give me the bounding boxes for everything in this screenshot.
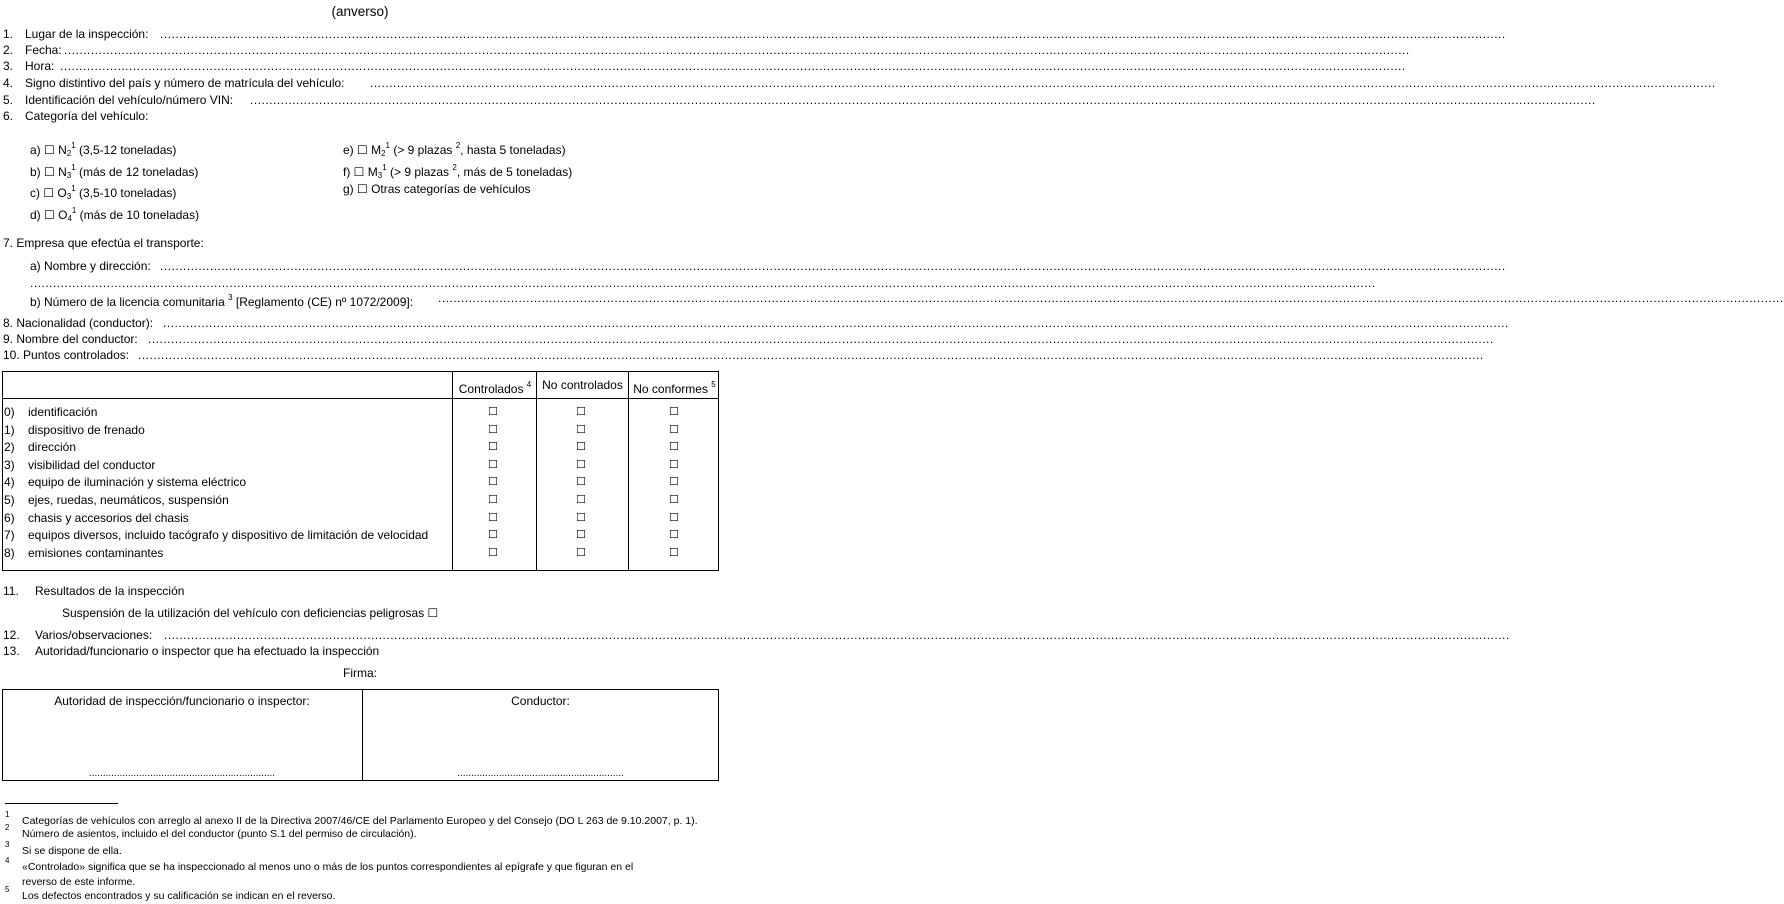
field-number: 4. [3, 76, 14, 90]
category-option-d[interactable]: d) ☐ $O_4^1$ (más de 10 toneladas) [30, 206, 200, 223]
category-option-f[interactable]: f) ☐ $M_3^1$ (> 9 plazas $^2$, más de 5 toneladas) [343, 163, 573, 180]
row-number: 1) [4, 422, 15, 437]
checkbox-controlados[interactable]: ☐ [488, 440, 498, 454]
checkbox-controlados[interactable]: ☐ [488, 545, 498, 559]
checkbox-no-controlados[interactable]: ☐ [576, 545, 586, 559]
row-number: 2) [4, 440, 15, 455]
header-no-conformes: No conformes $^5$ [633, 380, 716, 396]
field-2 [3, 42, 62, 58]
field-number: 3. [3, 59, 14, 73]
category-option-b[interactable]: b) ☐ $N_3^1$ (más de 12 toneladas) [30, 163, 199, 180]
row-number: 0) [4, 405, 15, 419]
row-label: dirección [28, 440, 77, 455]
section-7a-label: a) Nombre y dirección: [30, 259, 151, 273]
category-option-g[interactable]: g) ☐ Otras categorías de vehículos [343, 182, 531, 196]
company-name-fill-line[interactable]: ............................................................................................................................................................................................................................................................................................................................................................... [160, 259, 1506, 273]
row-label: emisiones contaminantes [28, 545, 164, 560]
field-1-fill-line[interactable]: ............................................................................................................................................................................................................................................................................................................................................................... [160, 27, 1506, 41]
table-row [3, 527, 719, 543]
field-label: Fecha: [25, 43, 62, 57]
row-label: ejes, ruedas, neumáticos, suspensión [28, 493, 229, 507]
field-label: Identificación del vehículo/número VIN: [25, 93, 234, 107]
field-label: Categoría del vehículo: [25, 109, 149, 123]
section-12: 12. Varios/observaciones: [3, 628, 153, 642]
checkbox-no-controlados[interactable]: ☐ [576, 493, 586, 506]
licence-number-fill-line[interactable]: ............................................................................................................................................................................................................................................................................................................................................................... [438, 291, 1784, 305]
section-7-title: 7. Empresa que efectúa el transporte: [3, 236, 204, 250]
checked-points-fill-line[interactable]: ............................................................................................................................................................................................................................................................................................................................................................... [138, 348, 1484, 362]
checkbox-no-conformes[interactable]: ☐ [669, 493, 679, 506]
checkbox-no-controlados[interactable]: ☐ [576, 422, 586, 436]
checkbox-no-controlados[interactable]: ☐ [576, 405, 586, 418]
field-5 [3, 92, 234, 108]
checkbox-no-conformes[interactable]: ☐ [669, 440, 679, 454]
field-4 [3, 75, 345, 91]
row-label: dispositivo de frenado [28, 422, 145, 437]
category-option-a[interactable]: a) ☐ $N_2^1$ (3,5-12 toneladas) [30, 141, 177, 158]
footnote-number: 5 [5, 885, 10, 894]
footnote-text: Si se dispone de ella. [22, 845, 122, 857]
row-number: 3) [4, 457, 15, 472]
category-option-c[interactable]: c) ☐ $O_3^1$ (3,5-10 toneladas) [30, 184, 177, 201]
checkbox-no-controlados[interactable]: ☐ [576, 510, 586, 524]
driver-signature-line[interactable]: ............................................................ [457, 768, 624, 779]
field-label: Signo distintivo del país y número de matrícula del vehículo: [25, 76, 345, 90]
row-number: 4) [4, 475, 15, 490]
field-label: Hora: [25, 59, 55, 73]
inspector-signature-line[interactable]: ................................................................... [88, 768, 276, 779]
driver-signature-label: Conductor: [511, 694, 570, 708]
checkbox-no-controlados[interactable]: ☐ [576, 475, 586, 489]
row-number: 8) [4, 545, 15, 560]
row-number: 7) [4, 528, 15, 543]
checkbox-no-conformes[interactable]: ☐ [669, 475, 679, 489]
section-9-label: 9. Nombre del conductor: [3, 332, 138, 346]
field-4-fill-line[interactable]: ............................................................................................................................................................................................................................................................................................................................................................... [370, 76, 1716, 90]
checkbox-no-conformes[interactable]: ☐ [669, 510, 679, 524]
row-label: equipos diversos, incluido tacógrafo y dispositivo de limitación de velocidad [28, 528, 429, 543]
signature-heading: Firma: [343, 666, 377, 680]
checkbox-no-conformes[interactable]: ☐ [669, 528, 679, 542]
footnote-number: 1 [5, 810, 10, 819]
row-label: identificación [28, 405, 98, 419]
table-row [3, 439, 719, 455]
header-controlados: Controlados $^4$ [458, 380, 532, 396]
row-label: visibilidad del conductor [28, 457, 156, 472]
checkbox-controlados[interactable]: ☐ [488, 510, 498, 524]
checkbox-no-conformes[interactable]: ☐ [669, 545, 679, 559]
section-13: 13. Autoridad/funcionario o inspector que ha efectuado la inspección [3, 644, 380, 658]
field-number: 1. [3, 27, 14, 41]
field-number: 5. [3, 93, 14, 107]
table-header-divider [2, 398, 719, 399]
row-label: chasis y accesorios del chasis [28, 510, 189, 525]
checkbox-controlados[interactable]: ☐ [488, 457, 498, 471]
table-row [3, 510, 719, 526]
footnote-number: 2 [5, 823, 10, 832]
checkbox-no-conformes[interactable]: ☐ [669, 457, 679, 471]
field-number: 6. [3, 109, 14, 123]
checkbox-controlados[interactable]: ☐ [488, 405, 498, 418]
checkbox-no-conformes[interactable]: ☐ [669, 405, 679, 418]
field-2-fill-line[interactable]: ............................................................................................................................................................................................................................................................................................................................................................... [64, 43, 1410, 57]
inspector-signature-label: Autoridad de inspección/funcionario o inspector: [54, 694, 310, 708]
footnote-text: reverso de este informe. [22, 876, 136, 888]
footnote-number: 3 [5, 840, 10, 849]
footnote-number: 4 [5, 856, 10, 865]
table-row [3, 422, 719, 438]
footnote-text: «Controlado» significa que se ha inspeccionado al menos uno o más de los puntos correspondientes al epígrafe y que figuran en el [22, 861, 634, 873]
suspension-checkbox-option[interactable]: Suspensión de la utilización del vehículo con deficiencias peligrosas ☐ [62, 606, 439, 620]
checkbox-controlados[interactable]: ☐ [488, 422, 498, 436]
driver-name-fill-line[interactable]: ............................................................................................................................................................................................................................................................................................................................................................... [148, 332, 1494, 346]
section-7b-label: b) Número de la licencia comunitaria $^3$ [Reglamento (CE) nº 1072/2009]: [30, 293, 414, 309]
page-title: (anverso) [331, 4, 389, 19]
table-row [3, 492, 719, 508]
footnote-text: Número de asientos, incluido el del conductor (punto S.1 del permiso de circulación). [22, 828, 417, 840]
checkbox-controlados[interactable]: ☐ [488, 493, 498, 506]
checkbox-controlados[interactable]: ☐ [488, 528, 498, 542]
section-11: 11. Resultados de la inspección [3, 584, 185, 598]
field-3 [3, 58, 55, 74]
checkbox-no-controlados[interactable]: ☐ [576, 528, 586, 542]
field-number: 2. [3, 43, 14, 57]
company-address-fill-line[interactable]: ............................................................................................................................................................................................................................................................................................................................................................... [30, 276, 1376, 290]
table-row [3, 404, 719, 420]
field-label: Lugar de la inspección: [25, 27, 149, 41]
section-8-label: 8. Nacionalidad (conductor): [3, 316, 154, 330]
row-number: 5) [4, 493, 15, 507]
field-6 [3, 108, 149, 124]
checkbox-controlados[interactable]: ☐ [488, 475, 498, 489]
header-no-controlados: No controlados [542, 378, 623, 392]
checkbox-no-controlados[interactable]: ☐ [576, 457, 586, 471]
table-row [3, 474, 719, 490]
table-row [3, 545, 719, 561]
section-10-label: 10. Puntos controlados: [3, 348, 130, 362]
category-option-e[interactable]: e) ☐ $M_2^1$ (> 9 plazas $^2$, hasta 5 toneladas) [343, 141, 566, 158]
row-number: 6) [4, 510, 15, 525]
field-5-fill-line[interactable]: ............................................................................................................................................................................................................................................................................................................................................................... [250, 93, 1596, 107]
field-3-fill-line[interactable]: ............................................................................................................................................................................................................................................................................................................................................................... [60, 59, 1406, 73]
field-1 [3, 26, 149, 42]
footnote-text: Los defectos encontrados y su calificación se indican en el reverso. [22, 890, 336, 902]
driver-nationality-fill-line[interactable]: ............................................................................................................................................................................................................................................................................................................................................................... [163, 316, 1509, 330]
footnote-separator [5, 803, 118, 804]
checkbox-no-controlados[interactable]: ☐ [576, 440, 586, 454]
row-label: equipo de iluminación y sistema eléctrico [28, 475, 247, 490]
observations-fill-line[interactable]: ............................................................................................................................................................................................................................................................................................................................................................... [164, 628, 1510, 642]
footnote-text: Categorías de vehículos con arreglo al anexo II de la Directiva 2007/46/CE del Parlamento Europeo y del Consejo (DO L 263 de 9.10.2007, p. 1). [22, 815, 698, 827]
checkbox-no-conformes[interactable]: ☐ [669, 422, 679, 436]
table-row [3, 457, 719, 473]
